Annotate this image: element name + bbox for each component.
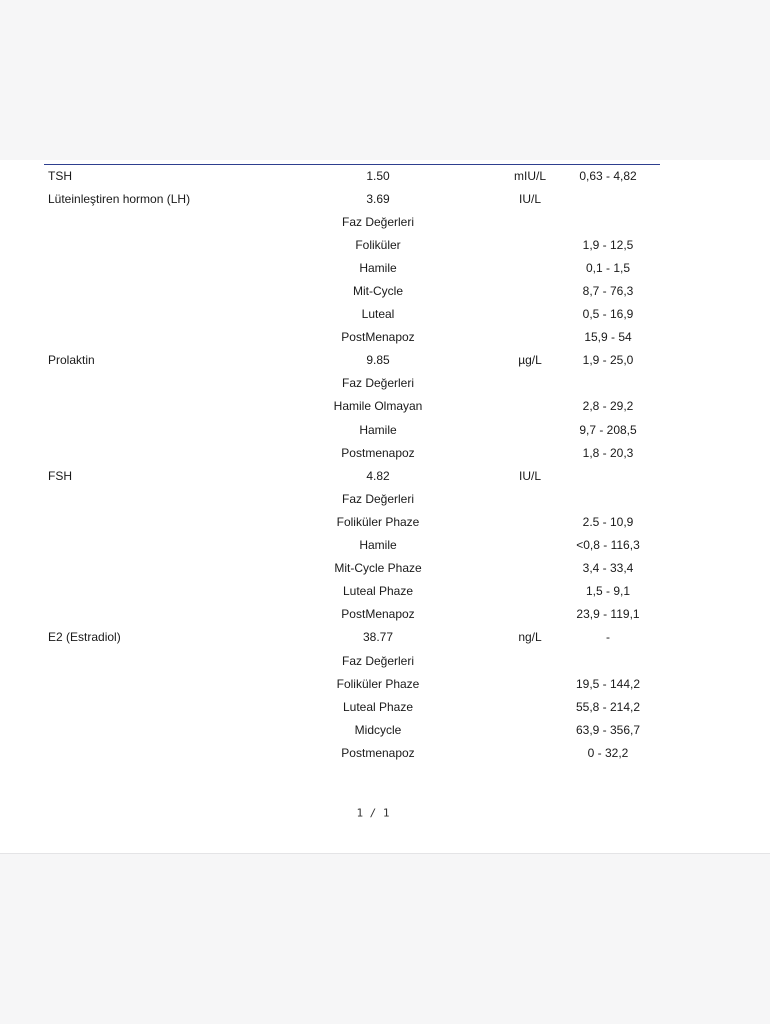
phase-label: Faz Değerleri — [341, 653, 415, 668]
results-table — [0, 164, 770, 764]
test-name: FSH — [48, 468, 72, 483]
phase-label: Faz Değerleri — [341, 214, 415, 229]
phase-label: Midcycle — [354, 722, 402, 737]
reference-range: 0 - 32,2 — [587, 745, 629, 760]
test-unit: IU/L — [518, 191, 542, 206]
page-number: 1 / 1 — [356, 806, 390, 820]
test-unit: IU/L — [518, 468, 542, 483]
test-name: TSH — [48, 168, 72, 183]
table-row — [0, 557, 770, 580]
table-row — [0, 626, 770, 649]
phase-label: Luteal Phaze — [342, 584, 414, 599]
table-row — [0, 256, 770, 279]
table-row — [0, 418, 770, 441]
table-row — [0, 487, 770, 510]
table-row — [0, 279, 770, 302]
reference-range: 2.5 - 10,9 — [582, 514, 634, 529]
reference-range: 8,7 - 76,3 — [582, 284, 634, 299]
test-value: 4.82 — [366, 468, 390, 483]
phase-label: Hamile — [359, 260, 397, 275]
reference-range: - — [606, 630, 610, 645]
test-name: Lüteinleştiren hormon (LH) — [48, 191, 191, 206]
phase-label: Mit-Cycle Phaze — [334, 561, 422, 576]
reference-range: <0,8 - 116,3 — [576, 538, 640, 553]
table-row — [0, 233, 770, 256]
table-row — [0, 718, 770, 741]
reference-range: 1,8 - 20,3 — [582, 445, 634, 460]
table-row — [0, 464, 770, 487]
table-row — [0, 534, 770, 557]
test-unit: ng/L — [518, 630, 542, 645]
table-row — [0, 395, 770, 418]
table-row — [0, 303, 770, 326]
reference-range: 15,9 - 54 — [584, 330, 632, 345]
reference-range: 19,5 - 144,2 — [575, 676, 641, 691]
reference-range: 0,5 - 16,9 — [582, 307, 634, 322]
phase-label: Foliküler Phaze — [336, 514, 420, 529]
reference-range: 2,8 - 29,2 — [582, 399, 634, 414]
table-row — [0, 372, 770, 395]
test-value: 1.50 — [366, 168, 390, 183]
reference-range: 9,7 - 208,5 — [579, 422, 637, 437]
table-row — [0, 210, 770, 233]
test-unit: mIU/L — [513, 168, 547, 183]
table-row — [0, 695, 770, 718]
test-name: Prolaktin — [48, 353, 95, 368]
phase-label: PostMenapoz — [341, 607, 415, 622]
reference-range: 1,9 - 12,5 — [582, 237, 634, 252]
phase-label: Postmenapoz — [341, 445, 415, 460]
table-row — [0, 349, 770, 372]
reference-range: 3,4 - 33,4 — [582, 561, 634, 576]
phase-label: Foliküler — [355, 237, 401, 252]
test-unit: µg/L — [518, 353, 542, 368]
reference-range: 0,1 - 1,5 — [585, 260, 631, 275]
table-row — [0, 164, 770, 187]
phase-label: Hamile Olmayan — [333, 399, 423, 414]
reference-range: 1,9 - 25,0 — [582, 353, 634, 368]
test-name: E2 (Estradiol) — [48, 630, 121, 645]
test-value: 3.69 — [366, 191, 390, 206]
table-row — [0, 603, 770, 626]
table-row — [0, 672, 770, 695]
phase-label: Hamile — [359, 422, 397, 437]
phase-label: Postmenapoz — [341, 745, 415, 760]
phase-label: Luteal Phaze — [342, 699, 414, 714]
test-value: 9.85 — [366, 353, 390, 368]
table-row — [0, 649, 770, 672]
table-row — [0, 187, 770, 210]
phase-label: Foliküler Phaze — [336, 676, 420, 691]
phase-label: Mit-Cycle — [353, 284, 403, 299]
table-row — [0, 326, 770, 349]
phase-label: Faz Değerleri — [341, 491, 415, 506]
report-page — [0, 160, 770, 854]
reference-range: 55,8 - 214,2 — [575, 699, 641, 714]
table-row — [0, 510, 770, 533]
reference-range: 63,9 - 356,7 — [575, 722, 641, 737]
table-row — [0, 741, 770, 764]
reference-range: 0,63 - 4,82 — [579, 168, 637, 183]
phase-label: Luteal — [361, 307, 395, 322]
reference-range: 1,5 - 9,1 — [585, 584, 631, 599]
phase-label: Faz Değerleri — [341, 376, 415, 391]
test-value: 38.77 — [362, 630, 394, 645]
reference-range: 23,9 - 119,1 — [576, 607, 640, 622]
phase-label: PostMenapoz — [341, 330, 415, 345]
table-row — [0, 580, 770, 603]
table-row — [0, 441, 770, 464]
phase-label: Hamile — [359, 538, 397, 553]
